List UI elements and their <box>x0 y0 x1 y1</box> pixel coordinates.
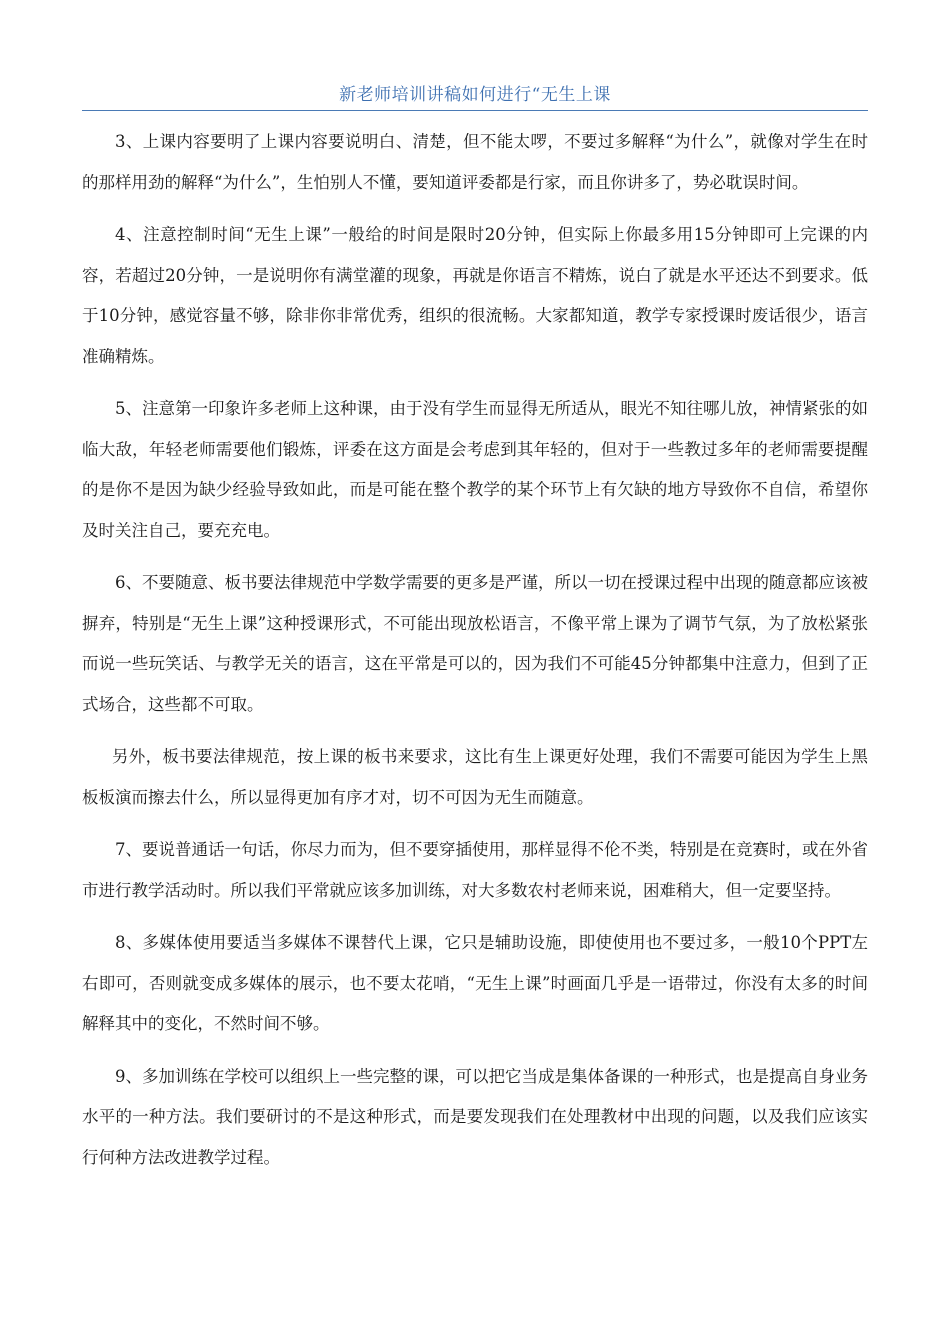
paragraph-7: 7、要说普通话一句话，你尽力而为，但不要穿插使用，那样显得不伦不类，特别是在竞赛时，或在外省市进行教学活动时。所以我们平常就应该多加训练，对大多数农村老师来说，困难稍大，但一定要坚持。 <box>82 840 868 900</box>
paragraph-6: 6、不要随意、板书要法律规范中学数学需要的更多是严谨，所以一切在授课过程中出现的随意都应该被摒弃，特别是“无生上课”这种授课形式，不可能出现放松语言，不像平常上课为了调节气氛，为了放松紧张而说一些玩笑话、与教学无关的语言，这在平常是可以的，因为我们不可能45分钟都集中注意力，但到了正式场合，这些都不可取。 <box>82 573 868 714</box>
paragraph-3: 3、上课内容要明了上课内容要说明白、清楚，但不能太啰，不要过多解释“为什么”，就像对学生在时的那样用劲的解释“为什么”，生怕别人不懂，要知道评委都是行家，而且你讲多了，势必耽误时间。 <box>82 132 868 192</box>
paragraph-6-supplement: 另外，板书要法律规范，按上课的板书来要求，这比有生上课更好处理，我们不需要可能因为学生上黑板板演而擦去什么，所以显得更加有序才对，切不可因为无生而随意。 <box>82 747 868 807</box>
page-header <box>82 82 868 111</box>
paragraph-5: 5、注意第一印象许多老师上这种课，由于没有学生而显得无所适从，眼光不知往哪儿放，神情紧张的如临大敌，年轻老师需要他们锻炼，评委在这方面是会考虑到其年轻的，但对于一些教过多年的老师需要提醒的是你不是因为缺少经验导致如此，而是可能在整个教学的某个环节上有欠缺的地方导致你不自信，希望你及时关注自己，要充充电。 <box>82 399 868 540</box>
page-title: 新老师培训讲稿如何进行“无生上课 <box>339 85 611 105</box>
paragraph-9: 9、多加训练在学校可以组织上一些完整的课，可以把它当成是集体备课的一种形式，也是提高自身业务水平的一种方法。我们要研讨的不是这种形式，而是要发现我们在处理教材中出现的问题，以及我们应该实行何种方法改进教学过程。 <box>82 1066 868 1167</box>
paragraph-4: 4、注意控制时间“无生上课”一般给的时间是限时20分钟，但实际上你最多用15分钟即可上完课的内容，若超过20分钟，一是说明你有满堂灌的现象，再就是你语言不精炼，说白了就是水平还达不到要求。低于10分钟，感觉容量不够，除非你非常优秀，组织的很流畅。大家都知道，教学专家授课时废话很少，语言准确精炼。 <box>82 225 868 366</box>
document-body <box>82 122 868 1190</box>
paragraph-8: 8、多媒体使用要适当多媒体不课替代上课，它只是辅助设施，即使使用也不要过多，一般10个PPT左右即可，否则就变成多媒体的展示，也不要太花哨，“无生上课”时画面几乎是一语带过，你没有太多的时间解释其中的变化，不然时间不够。 <box>82 933 868 1033</box>
